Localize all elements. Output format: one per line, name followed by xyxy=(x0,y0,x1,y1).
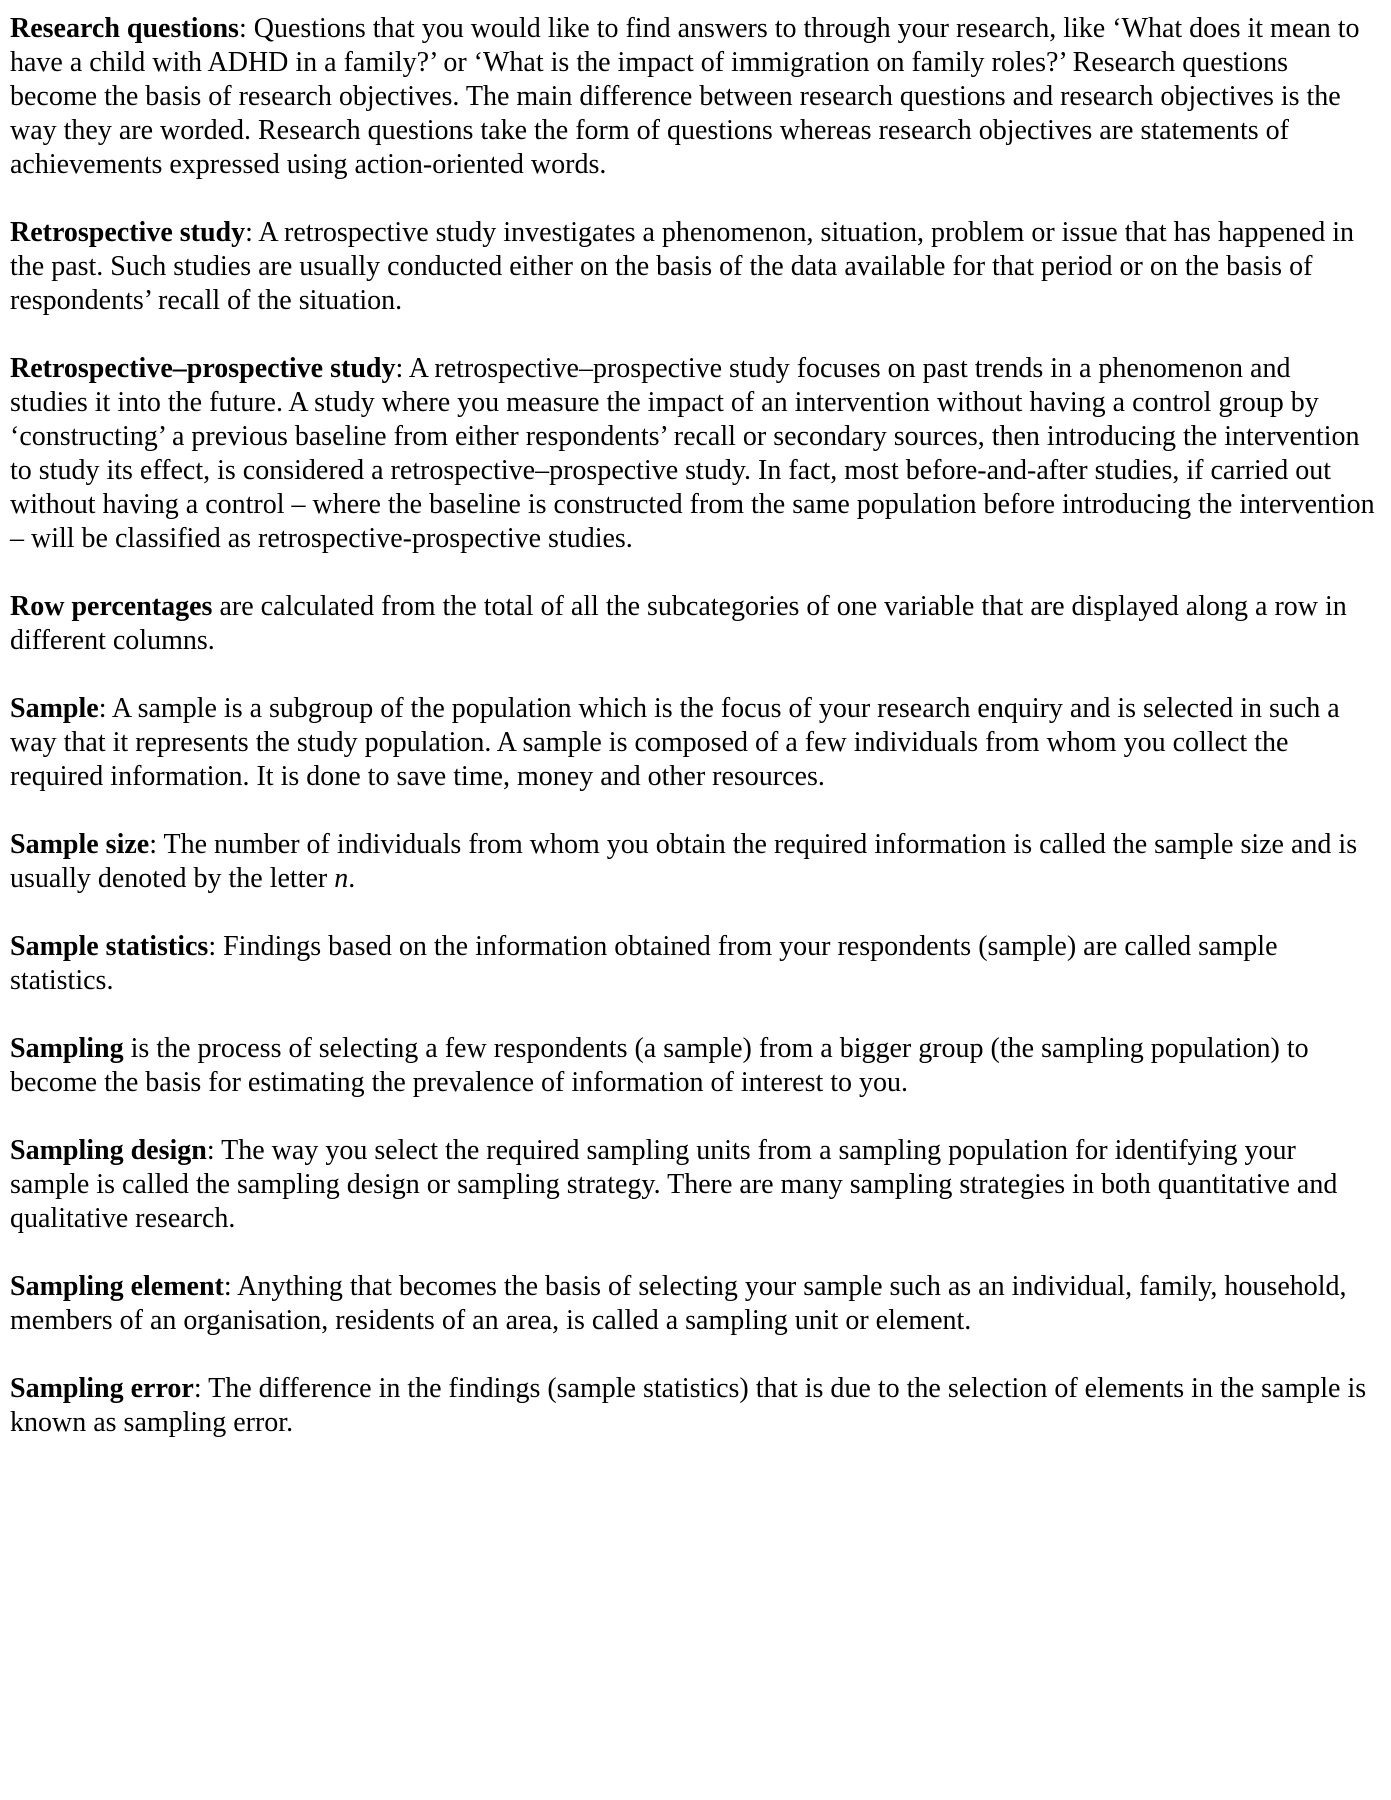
glossary-definition-text: : Questions that you would like to find answers to through your research, like ‘What does it mean to have a child with ADHD in a family?’ or ‘What is the impact of immigration on family roles?’ Research questions become the basis of research objectives. The main difference between research questions and research objectives is the way they are worded. Research questions take the form of questions whereas research objectives are statements of achievements expressed using action-oriented words. xyxy=(10,13,1360,180)
glossary xyxy=(10,12,1375,1440)
glossary-term: Research questions xyxy=(10,13,239,44)
glossary-term: Sampling xyxy=(10,1033,124,1064)
glossary-term: Sampling error xyxy=(10,1373,194,1404)
glossary-definition-text: : The way you select the required sampling units from a sampling population for identifying your sample is called the sampling design or sampling strategy. There are many sampling strategies in both quantitative and qualitative research. xyxy=(10,1135,1338,1234)
glossary-definition-text: : Findings based on the information obtained from your respondents (sample) are called sample statistics. xyxy=(10,931,1278,996)
glossary-entry xyxy=(10,1372,1375,1440)
glossary-term: Sample xyxy=(10,693,99,724)
glossary-entry xyxy=(10,216,1375,318)
glossary-entry xyxy=(10,1270,1375,1338)
glossary-entry xyxy=(10,12,1375,182)
glossary-definition-text: : A retrospective study investigates a phenomenon, situation, problem or issue that has happened in the past. Such studies are usually conducted either on the basis of the data available for that period or on the basis of respondents’ recall of the situation. xyxy=(10,217,1355,316)
glossary-term: Retrospective–prospective study xyxy=(10,353,396,384)
glossary-definition-text: are calculated from the total of all the subcategories of one variable that are displayed along a row in different columns. xyxy=(10,591,1347,656)
glossary-entry xyxy=(10,692,1375,794)
glossary-entry xyxy=(10,1134,1375,1236)
glossary-definition-text: . xyxy=(348,863,356,894)
glossary-entry xyxy=(10,1032,1375,1100)
glossary-definition-text: n xyxy=(334,863,349,894)
glossary-term: Retrospective study xyxy=(10,217,246,248)
glossary-entry xyxy=(10,930,1375,998)
glossary-definition-text: is the process of selecting a few respondents (a sample) from a bigger group (the sampling population) to become the basis for estimating the prevalence of information of interest to you. xyxy=(10,1033,1309,1098)
glossary-entry xyxy=(10,590,1375,658)
glossary-term: Sampling element xyxy=(10,1271,224,1302)
glossary-definition-text: : A sample is a subgroup of the population which is the focus of your research enquiry and is selected in such a way that it represents the study population. A sample is composed of a few individuals from whom you collect the required information. It is done to save time, money and other resources. xyxy=(10,693,1340,792)
glossary-entry xyxy=(10,352,1375,556)
glossary-term: Sampling design xyxy=(10,1135,207,1166)
glossary-term: Sample size xyxy=(10,829,150,860)
glossary-definition-text: : A retrospective–prospective study focuses on past trends in a phenomenon and studies it into the future. A study where you measure the impact of an intervention without having a control group by ‘constructing’ a previous baseline from either respondents’ recall or secondary sources, then introducing the intervention to study its effect, is considered a retrospective–prospective study. In fact, most before-and-after studies, if carried out without having a control – where the baseline is constructed from the same population before introducing the intervention – will be classified as retrospective-prospective studies. xyxy=(10,353,1375,554)
glossary-definition-text: : The number of individuals from whom you obtain the required information is called the sample size and is usually denoted by the letter xyxy=(10,829,1358,894)
glossary-definition-text: : The difference in the findings (sample statistics) that is due to the selection of elements in the sample is known as sampling error. xyxy=(10,1373,1367,1438)
glossary-term: Sample statistics xyxy=(10,931,209,962)
glossary-entry xyxy=(10,828,1375,896)
glossary-term: Row percentages xyxy=(10,591,213,622)
glossary-definition-text: : Anything that becomes the basis of selecting your sample such as an individual, family, household, members of an organisation, residents of an area, is called a sampling unit or element. xyxy=(10,1271,1347,1336)
